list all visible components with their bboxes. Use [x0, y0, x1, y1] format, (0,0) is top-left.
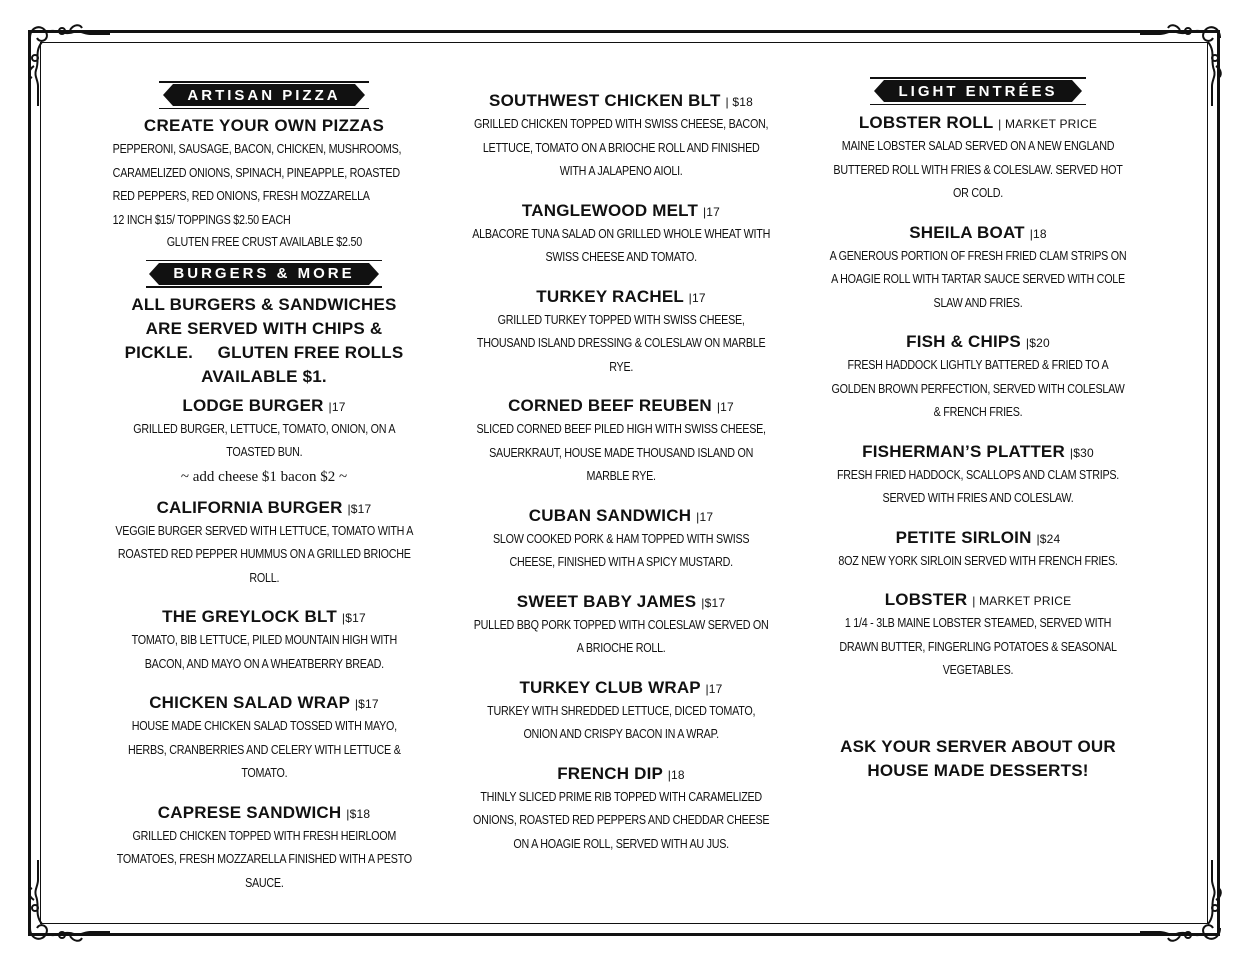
- menu-item-name: [470, 763, 772, 786]
- menu-item-name: [470, 395, 772, 418]
- menu-item-name: [470, 90, 772, 113]
- menu-column-center: [470, 90, 772, 872]
- menu-item-description: GRILLED CHICKEN TOPPED WITH FRESH HEIRLOOM TOMATOES, FRESH MOZZARELLA FINISHED WITH A PESTO SAUCE.: [116, 828, 412, 890]
- menu-item-description: 1 1/4 - 3LB MAINE LOBSTER STEAMED, SERVED WITH DRAWN BUTTER, FINGERLING POTATOES & SEASONAL VEGETABLES.: [839, 616, 1117, 677]
- menu-item: [470, 395, 772, 489]
- menu-item: [112, 692, 416, 786]
- menu-item-price: |$24: [1036, 531, 1061, 546]
- menu-item-title: LOBSTER ROLL: [858, 113, 994, 132]
- menu-item: [470, 505, 772, 575]
- banner-rule: [146, 260, 382, 262]
- menu-item-description: ALBACORE TUNA SALAD ON GRILLED WHOLE WHEAT WITH SWISS CHEESE AND TOMATO.: [472, 226, 770, 264]
- menu-item-description: GRILLED CHICKEN TOPPED WITH SWISS CHEESE, BACON, LETTUCE, TOMATO ON A BRIOCHE ROLL AND FINISHED WITH A JALAPENO AIOLI.: [473, 117, 769, 178]
- menu-item-description: 8OZ NEW YORK SIRLOIN SERVED WITH FRENCH FRIES.: [838, 553, 1118, 568]
- menu-item: [112, 497, 416, 591]
- menu-item-name: [112, 802, 416, 825]
- menu-item-price: | MARKET PRICE: [972, 594, 1072, 608]
- menu-item-price: |17: [696, 509, 714, 524]
- menu-item-title: FRENCH DIP: [557, 763, 663, 783]
- menu-item-description: TOMATO, BIB LETTUCE, PILED MOUNTAIN HIGH WITH BACON, AND MAYO ON A WHEATBERRY BREAD.: [131, 633, 397, 671]
- menu-item-description: GRILLED BURGER, LETTUCE, TOMATO, ONION, ON A TOASTED BUN.: [132, 421, 396, 459]
- menu-item-title: CALIFORNIA BURGER: [156, 497, 343, 517]
- menu-item-description: TURKEY WITH SHREDDED LETTUCE, DICED TOMATO, ONION AND CRISPY BACON IN A WRAP.: [486, 703, 756, 741]
- banner-rule: [159, 81, 369, 83]
- banner-rule: [870, 104, 1086, 106]
- menu-item: [470, 591, 772, 661]
- menu-item-description: SLOW COOKED PORK & HAM TOPPED WITH SWISS CHEESE, FINISHED WITH A SPICY MUSTARD.: [492, 531, 750, 569]
- banner-label: LIGHT ENTRÉES: [884, 80, 1071, 102]
- banner-label: BURGERS & MORE: [159, 263, 368, 285]
- menu-column-right: [828, 76, 1128, 783]
- menu-item: [112, 802, 416, 896]
- menu-item-name: [112, 497, 416, 520]
- menu-item: [828, 112, 1128, 206]
- corner-flourish-icon: [22, 18, 112, 108]
- menu-item-description: SLICED CORNED BEEF PILED HIGH WITH SWISS CHEESE, SAUERKRAUT, HOUSE MADE THOUSAND ISLAND ON MARBLE RYE.: [476, 422, 766, 483]
- menu-item-price: |$17: [354, 697, 379, 711]
- menu-item-price: |$17: [347, 501, 372, 516]
- menu-item-title: SWEET BABY JAMES: [516, 591, 697, 611]
- pizza-price: 12 INCH $15/ TOPPINGS $2.50 EACH: [112, 212, 291, 227]
- menu-item-name: [828, 441, 1128, 464]
- menu-item-title: CHICKEN SALAD WRAP: [149, 693, 350, 712]
- menu-item-title: TANGLEWOOD MELT: [521, 200, 699, 220]
- menu-item-name: [828, 112, 1128, 135]
- menu-item-description: FRESH FRIED HADDOCK, SCALLOPS AND CLAM STRIPS. SERVED WITH FRIES AND COLESLAW.: [836, 467, 1120, 505]
- menu-item-title: LODGE BURGER: [182, 395, 324, 415]
- banner-rule: [146, 286, 382, 288]
- menu-item-price: |17: [328, 399, 346, 414]
- menu-item-name: [470, 200, 772, 223]
- menu-item-title: SHEILA BOAT: [909, 222, 1025, 242]
- menu-item-description: MAINE LOBSTER SALAD SERVED ON A NEW ENGLAND BUTTERED ROLL WITH FRIES & COLESLAW. SERVED HOT OR COLD.: [833, 139, 1123, 200]
- menu-item-name: [470, 505, 772, 528]
- menu-item-price: |$17: [341, 611, 366, 625]
- menu-item-name: [112, 395, 416, 418]
- menu-item-name: [470, 286, 772, 309]
- menu-item: [112, 395, 416, 489]
- menu-item-description: FRESH HADDOCK LIGHTLY BATTERED & FRIED TO A GOLDEN BROWN PERFECTION, SERVED WITH COLESLAW & FRENCH FRIES.: [831, 358, 1125, 419]
- menu-item-description: HOUSE MADE CHICKEN SALAD TOSSED WITH MAYO, HERBS, CRANBERRIES AND CELERY WITH LETTUCE & TOMATO.: [127, 719, 401, 780]
- menu-item-price: |18: [1029, 226, 1047, 241]
- corner-flourish-icon: [22, 858, 112, 948]
- menu-item-description: GRILLED TURKEY TOPPED WITH SWISS CHEESE, THOUSAND ISLAND DRESSING & COLESLAW ON MARBLE RYE.: [476, 312, 766, 374]
- menu-item-name: [828, 589, 1128, 612]
- menu-item-price: |17: [716, 400, 734, 414]
- menu-item: [828, 441, 1128, 511]
- pizza-gluten-note: GLUTEN FREE CRUST AVAILABLE $2.50: [166, 234, 362, 249]
- section-banner: [146, 259, 382, 289]
- menu-item: [470, 286, 772, 380]
- dessert-note: ASK YOUR SERVER ABOUT OUR HOUSE MADE DESSERTS!: [840, 736, 1116, 780]
- menu-item-addon: ~ add cheese $1 bacon $2 ~: [180, 468, 348, 485]
- menu-item-price: |17: [705, 681, 723, 696]
- menu-item-name: [828, 331, 1128, 354]
- menu-item-title: TURKEY CLUB WRAP: [519, 677, 701, 697]
- menu-item-title: CAPRESE SANDWICH: [157, 802, 342, 822]
- menu-item-description: VEGGIE BURGER SERVED WITH LETTUCE, TOMATO WITH A ROASTED RED PEPPER HUMMUS ON A GRILLED BRIOCHE ROLL.: [115, 523, 413, 585]
- menu-item-name: [828, 222, 1128, 245]
- menu-item-price: |$30: [1069, 445, 1094, 460]
- menu-item: [470, 677, 772, 747]
- menu-item-title: CUBAN SANDWICH: [528, 505, 692, 525]
- menu-item-title: SOUTHWEST CHICKEN BLT: [489, 91, 721, 110]
- menu-item: [828, 527, 1128, 574]
- banner-rule: [870, 77, 1086, 79]
- menu-item-title: CORNED BEEF REUBEN: [508, 396, 712, 415]
- banner-rule: [159, 108, 369, 110]
- menu-item-title: PETITE SIRLOIN: [895, 527, 1032, 547]
- menu-item: [470, 90, 772, 184]
- menu-item-title: FISH & CHIPS: [906, 332, 1021, 351]
- corner-flourish-icon: [1138, 858, 1228, 948]
- menu-item-description: PULLED BBQ PORK TOPPED WITH COLESLAW SERVED ON A BRIOCHE ROLL.: [473, 617, 769, 655]
- menu-item-title: LOBSTER: [884, 590, 968, 609]
- menu-item-price: |17: [702, 204, 721, 219]
- menu-item: [828, 331, 1128, 425]
- menu-item: [828, 222, 1128, 316]
- menu-item-price: |17: [688, 290, 706, 305]
- menu-item: [112, 606, 416, 676]
- menu-column-left: [112, 80, 416, 911]
- menu-item-name: [112, 606, 416, 629]
- menu-item-name: [112, 692, 416, 715]
- section-banner: [159, 80, 369, 110]
- section-banner: [870, 76, 1086, 106]
- menu-item-name: [470, 591, 772, 614]
- banner-label: ARTISAN PIZZA: [173, 84, 354, 106]
- menu-item-price: | MARKET PRICE: [998, 117, 1098, 131]
- menu-item-description: THINLY SLICED PRIME RIB TOPPED WITH CARAMELIZED ONIONS, ROASTED RED PEPPERS AND CHEDDAR CHEESE ON A HOAGIE ROLL, SERVED WITH AU JUS.: [472, 789, 770, 851]
- menu-item-price: |$18: [346, 806, 371, 821]
- corner-flourish-icon: [1138, 18, 1228, 108]
- section-heading: CREATE YOUR OWN PIZZAS: [143, 116, 385, 135]
- menu-item-price: |18: [667, 767, 685, 782]
- menu-item: [470, 763, 772, 857]
- menu-item: [470, 200, 772, 270]
- menu-item-name: [470, 677, 772, 700]
- menu-item-name: [828, 527, 1128, 550]
- burgers-note: ALL BURGERS & SANDWICHES ARE SERVED WITH CHIPS & PICKLE. GLUTEN FREE ROLLS AVAILABLE $1.: [124, 294, 408, 386]
- menu-item-price: |$17: [701, 595, 726, 610]
- menu-item-title: THE GREYLOCK BLT: [162, 607, 337, 626]
- menu-item: [828, 589, 1128, 683]
- menu-item-price: |$20: [1025, 336, 1050, 350]
- pizza-description: PEPPERONI, SAUSAGE, BACON, CHICKEN, MUSHROOMS, CARAMELIZED ONIONS, SPINACH, PINEAPPLE, ROASTED RED PEPPERS, RED ONIONS, FRESH MOZZARELLA: [112, 142, 401, 203]
- menu-item-description: A GENEROUS PORTION OF FRESH FRIED CLAM STRIPS ON A HOAGIE ROLL WITH TARTAR SAUCE SERVED WITH COLE SLAW AND FRIES.: [829, 248, 1127, 310]
- menu-item-title: FISHERMAN’S PLATTER: [862, 441, 1065, 461]
- menu-item-price: | $18: [725, 95, 753, 109]
- menu-item-title: TURKEY RACHEL: [536, 286, 684, 306]
